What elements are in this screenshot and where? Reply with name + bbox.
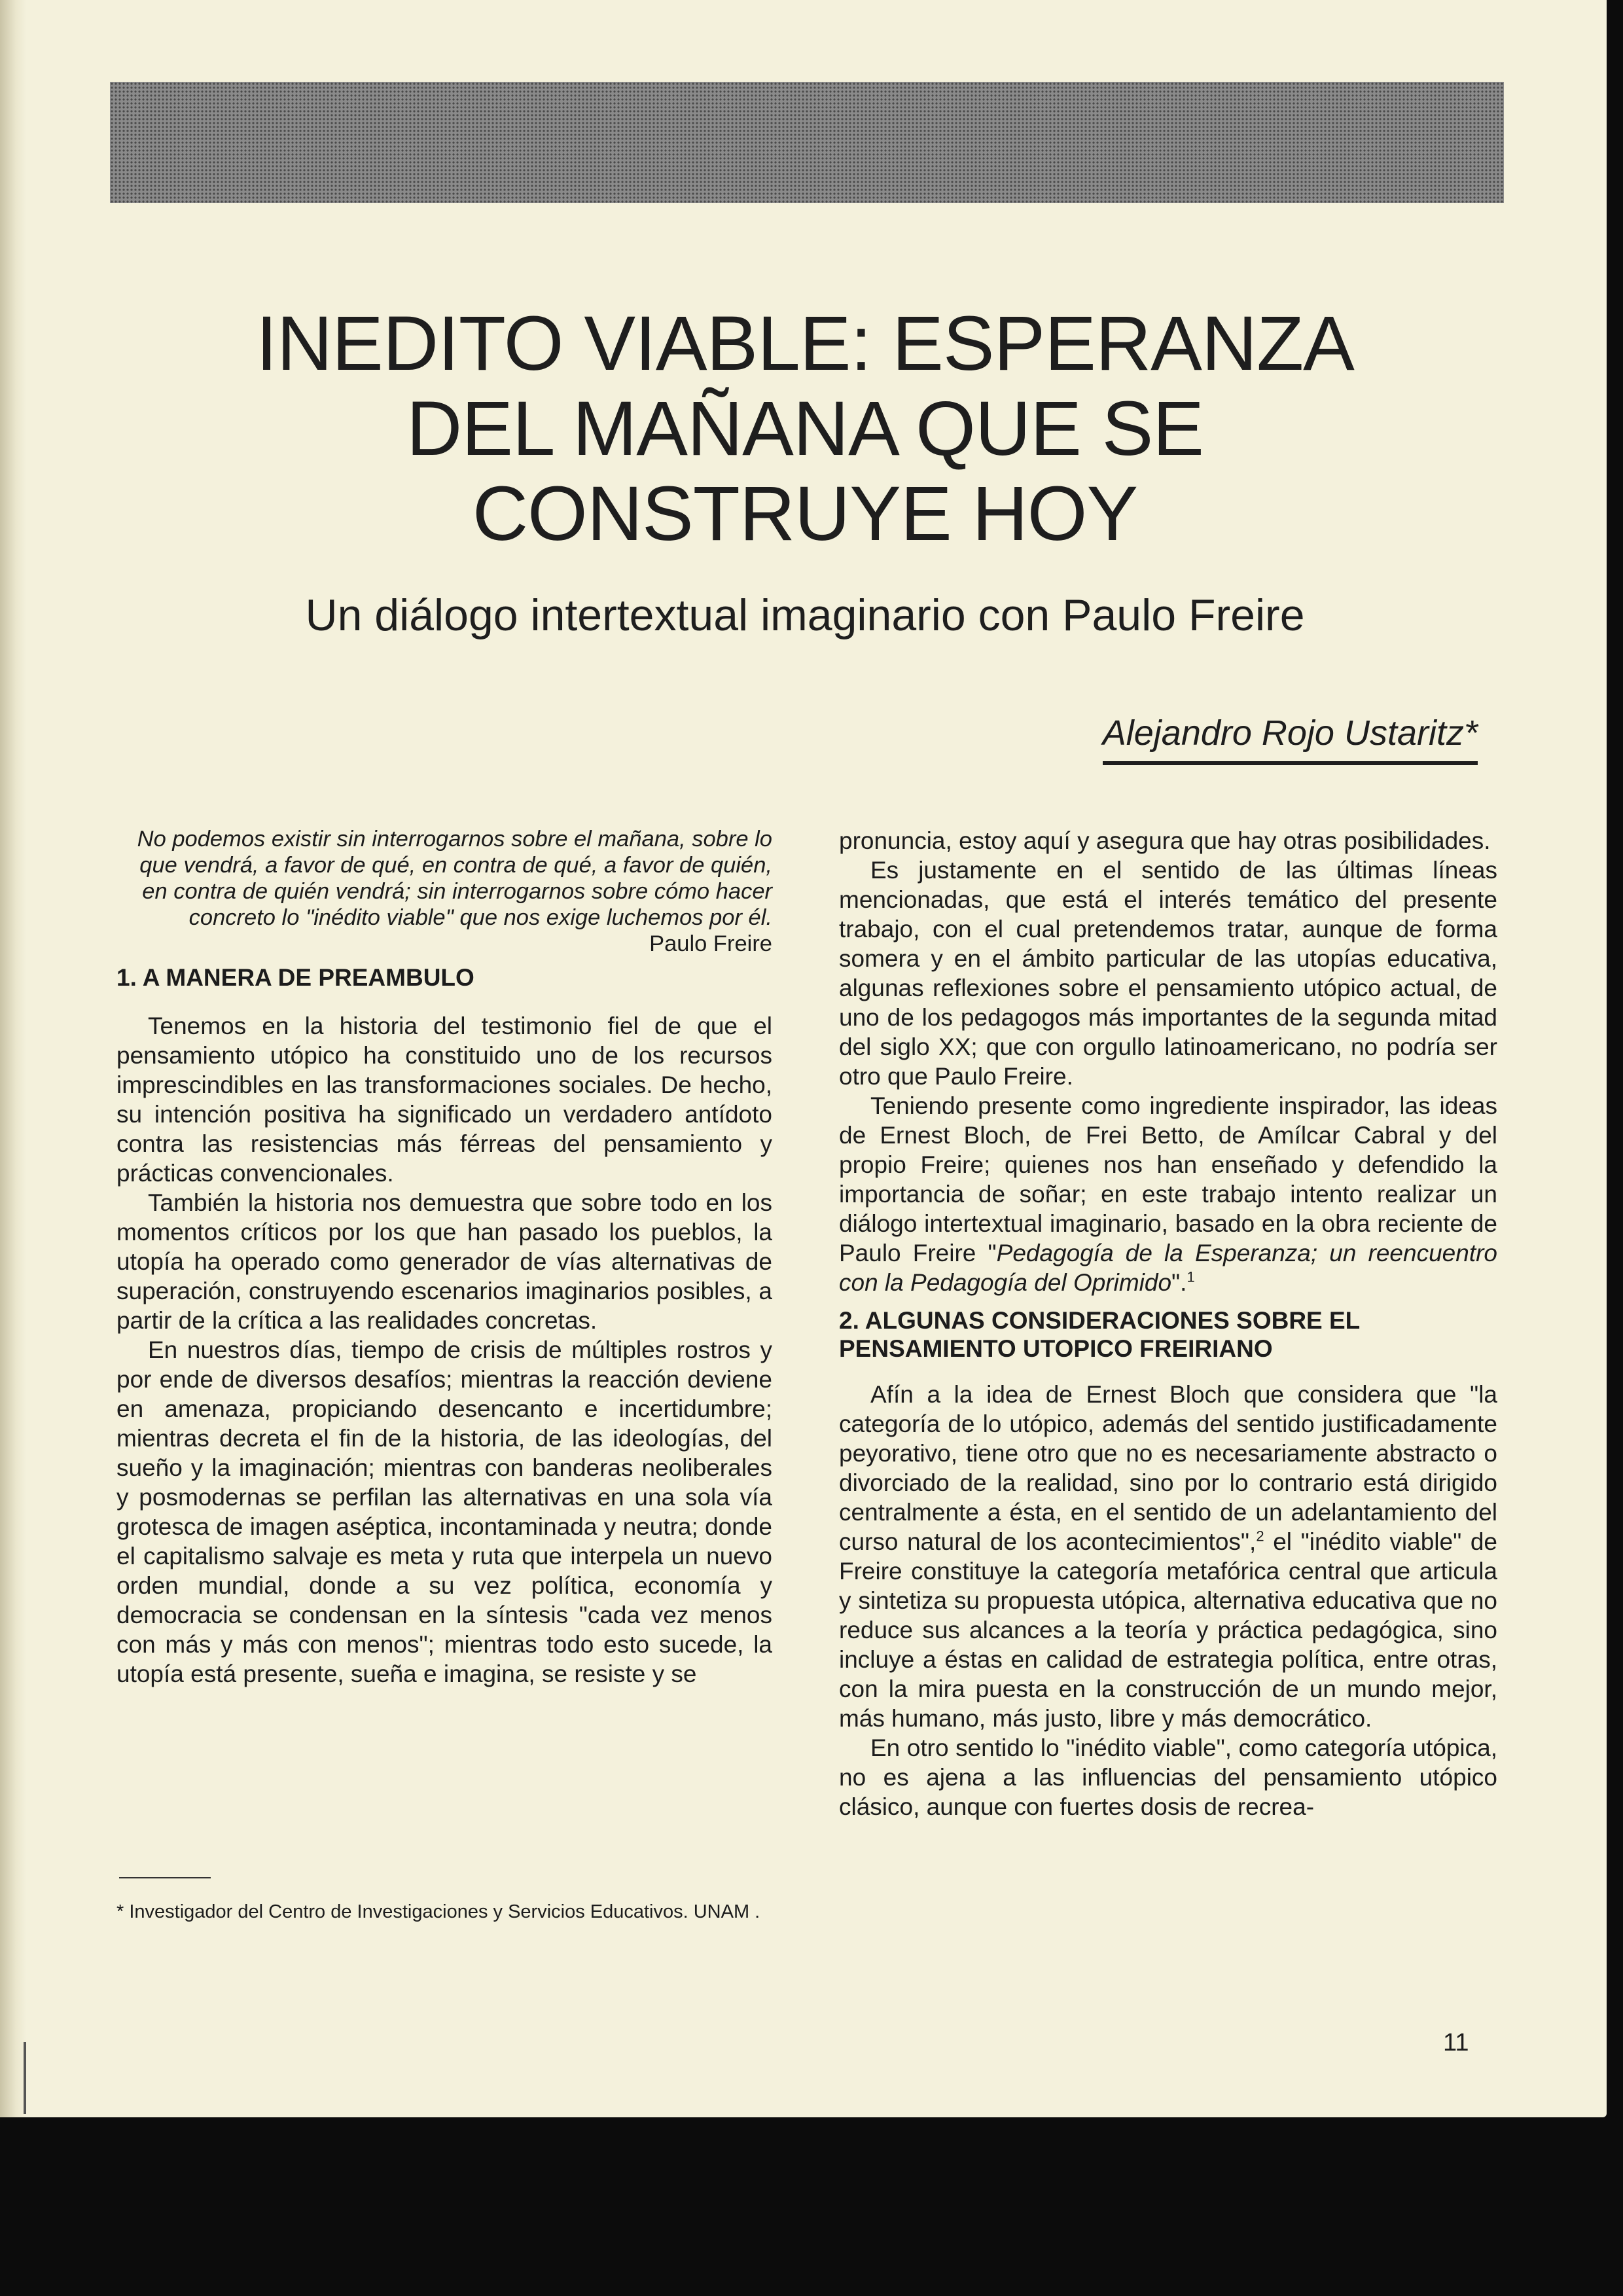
article-author: Alejandro Rojo Ustaritz* [1103, 710, 1478, 765]
paragraph: En nuestros días, tiempo de crisis de múltiples rostros y por ende de diversos desafíos; mientras la reacción deviene en amenaza, propiciando desencanto e incertidumbre; mientras decreta el fin de la historia, de las ideologías, del sueño y la imaginación; mientras con banderas neoliberales y posmodernas se perfilan las alternativas en una sola vía grotesca de imagen aséptica, incontaminada y neutra; donde el capitalismo salvaje es meta y ruta que interpela un nuevo orden mundial, donde a su vez política, economía y democracia se condensan en la síntesis "cada vez menos con más y más con menos"; mientras todo esto sucede, la utopía está presente, sueña e imagina, se resiste y se [116, 1336, 772, 1687]
heading-line: 2. ALGUNAS CONSIDERACIONES SOBRE EL [839, 1307, 1361, 1334]
page-binding-shadow [0, 0, 26, 2117]
title-line: DEL MAÑANA QUE SE [406, 386, 1204, 472]
page-number: 11 [1443, 2029, 1469, 2056]
epigraph-quote: No podemos existir sin interrogarnos sobre el mañana, sobre lo que vendrá, a favor de qué, en contra de qué, a favor de quién, en contra de quién vendrá; sin interrogarnos sobre cómo hacer concreto lo "inédito viable" que nos exige luchemos por él. [137, 827, 772, 930]
left-column [116, 826, 772, 1689]
paragraph-text: el "inédito viable" de Freire constituye la categoría metafórica central que articula y sintetiza su propuesta utópica, alternativa educativa que no reduce sus alcances a la teoría y práctica pedagógica, sino incluye a éstas en calidad de estrategia política, entre otras, con la mira puesta en la construcción de un mundo mejor, más humano, más justo, libre y más democrático. [839, 1528, 1497, 1732]
paragraph: Es justamente en el sentido de las últimas líneas mencionadas, que está el interés temático del presente trabajo, con el cual pretendemos tratar, aunque de forma somera y en el ámbito particular de las utopías educativa, algunas reflexiones sobre el pensamiento utópico actual, de uno de los pedagogos más importantes de la segunda mitad del siglo XX; que con orgullo latinoamericano, no podría ser otro que Paulo Freire. [839, 857, 1497, 1090]
footnote-reference: 1 [1186, 1268, 1195, 1285]
footnote: * Investigador del Centro de Investigaciones y Servicios Educativos. UNAM . [116, 1901, 760, 1922]
footnote-reference: 2 [1256, 1528, 1264, 1545]
section-heading: 1. A MANERA DE PREAMBULO [116, 964, 474, 991]
halftone-header-band [110, 82, 1504, 203]
paragraph: En otro sentido lo "inédito viable", como categoría utópica, no es ajena a las influencias del pensamiento utópico clásico, aunque con fuertes dosis de recrea- [839, 1734, 1497, 1820]
epigraph [116, 826, 772, 957]
article-title [131, 301, 1479, 556]
paragraph [839, 1380, 1497, 1733]
paragraph-text: Teniendo presente como ingrediente inspirador, las ideas de Ernest Bloch, de Frei Betto, de Amílcar Cabral y del propio Freire; quienes nos han enseñado y defendido la importancia de soñar; en este trabajo intento realizar un diálogo intertextual imaginario, basado en la obra reciente de Paulo Freire " [839, 1092, 1497, 1266]
paragraph-continuation: pronuncia, estoy aquí y asegura que hay otras posibilidades. [839, 827, 1491, 854]
epigraph-author: Paulo Freire [649, 931, 772, 956]
right-column [839, 826, 1497, 1821]
paragraph-text: ". [1171, 1269, 1187, 1296]
paragraph-text: Afín a la idea de Ernest Bloch que considera que "la categoría de lo utópico, además del sentido justificadamente peyorativo, tiene otro que no es necesariamente abstracto o divorciado de la realidad, sino por lo contrario está dirigido centralmente a ésta, en el sentido de un adelantamiento del curso natural de los acontecimientos", [839, 1381, 1497, 1555]
heading-line: PENSAMIENTO UTOPICO FREIRIANO [839, 1335, 1273, 1362]
section-heading [839, 1306, 1497, 1363]
binding-mark [24, 2042, 26, 2114]
paragraph [839, 1091, 1497, 1297]
paragraph: También la historia nos demuestra que sobre todo en los momentos críticos por los que han pasado los pueblos, la utopía ha operado como generador de vías alternativas de superación, construyendo escenarios imaginarios posibles, a partir de la crítica a las realidades concretas. [116, 1189, 772, 1334]
paragraph: Tenemos en la historia del testimonio fiel de que el pensamiento utópico ha constituido uno de los recursos imprescindibles en las transformaciones sociales. De hecho, su intención positiva ha significado un verdadero antídoto contra las resistencias más férreas del pensamiento y prácticas convencionales. [116, 1013, 772, 1187]
footnote-divider [119, 1877, 211, 1878]
book-title: Pedagogía de la Esperanza; un reencuentro con la Pedagogía del Oprimido [839, 1240, 1497, 1296]
article-subtitle: Un diálogo intertextual imaginario con Paulo Freire [305, 590, 1305, 640]
title-line: CONSTRUYE HOY [472, 471, 1138, 557]
title-line: INEDITO VIABLE: ESPERANZA [256, 300, 1354, 387]
